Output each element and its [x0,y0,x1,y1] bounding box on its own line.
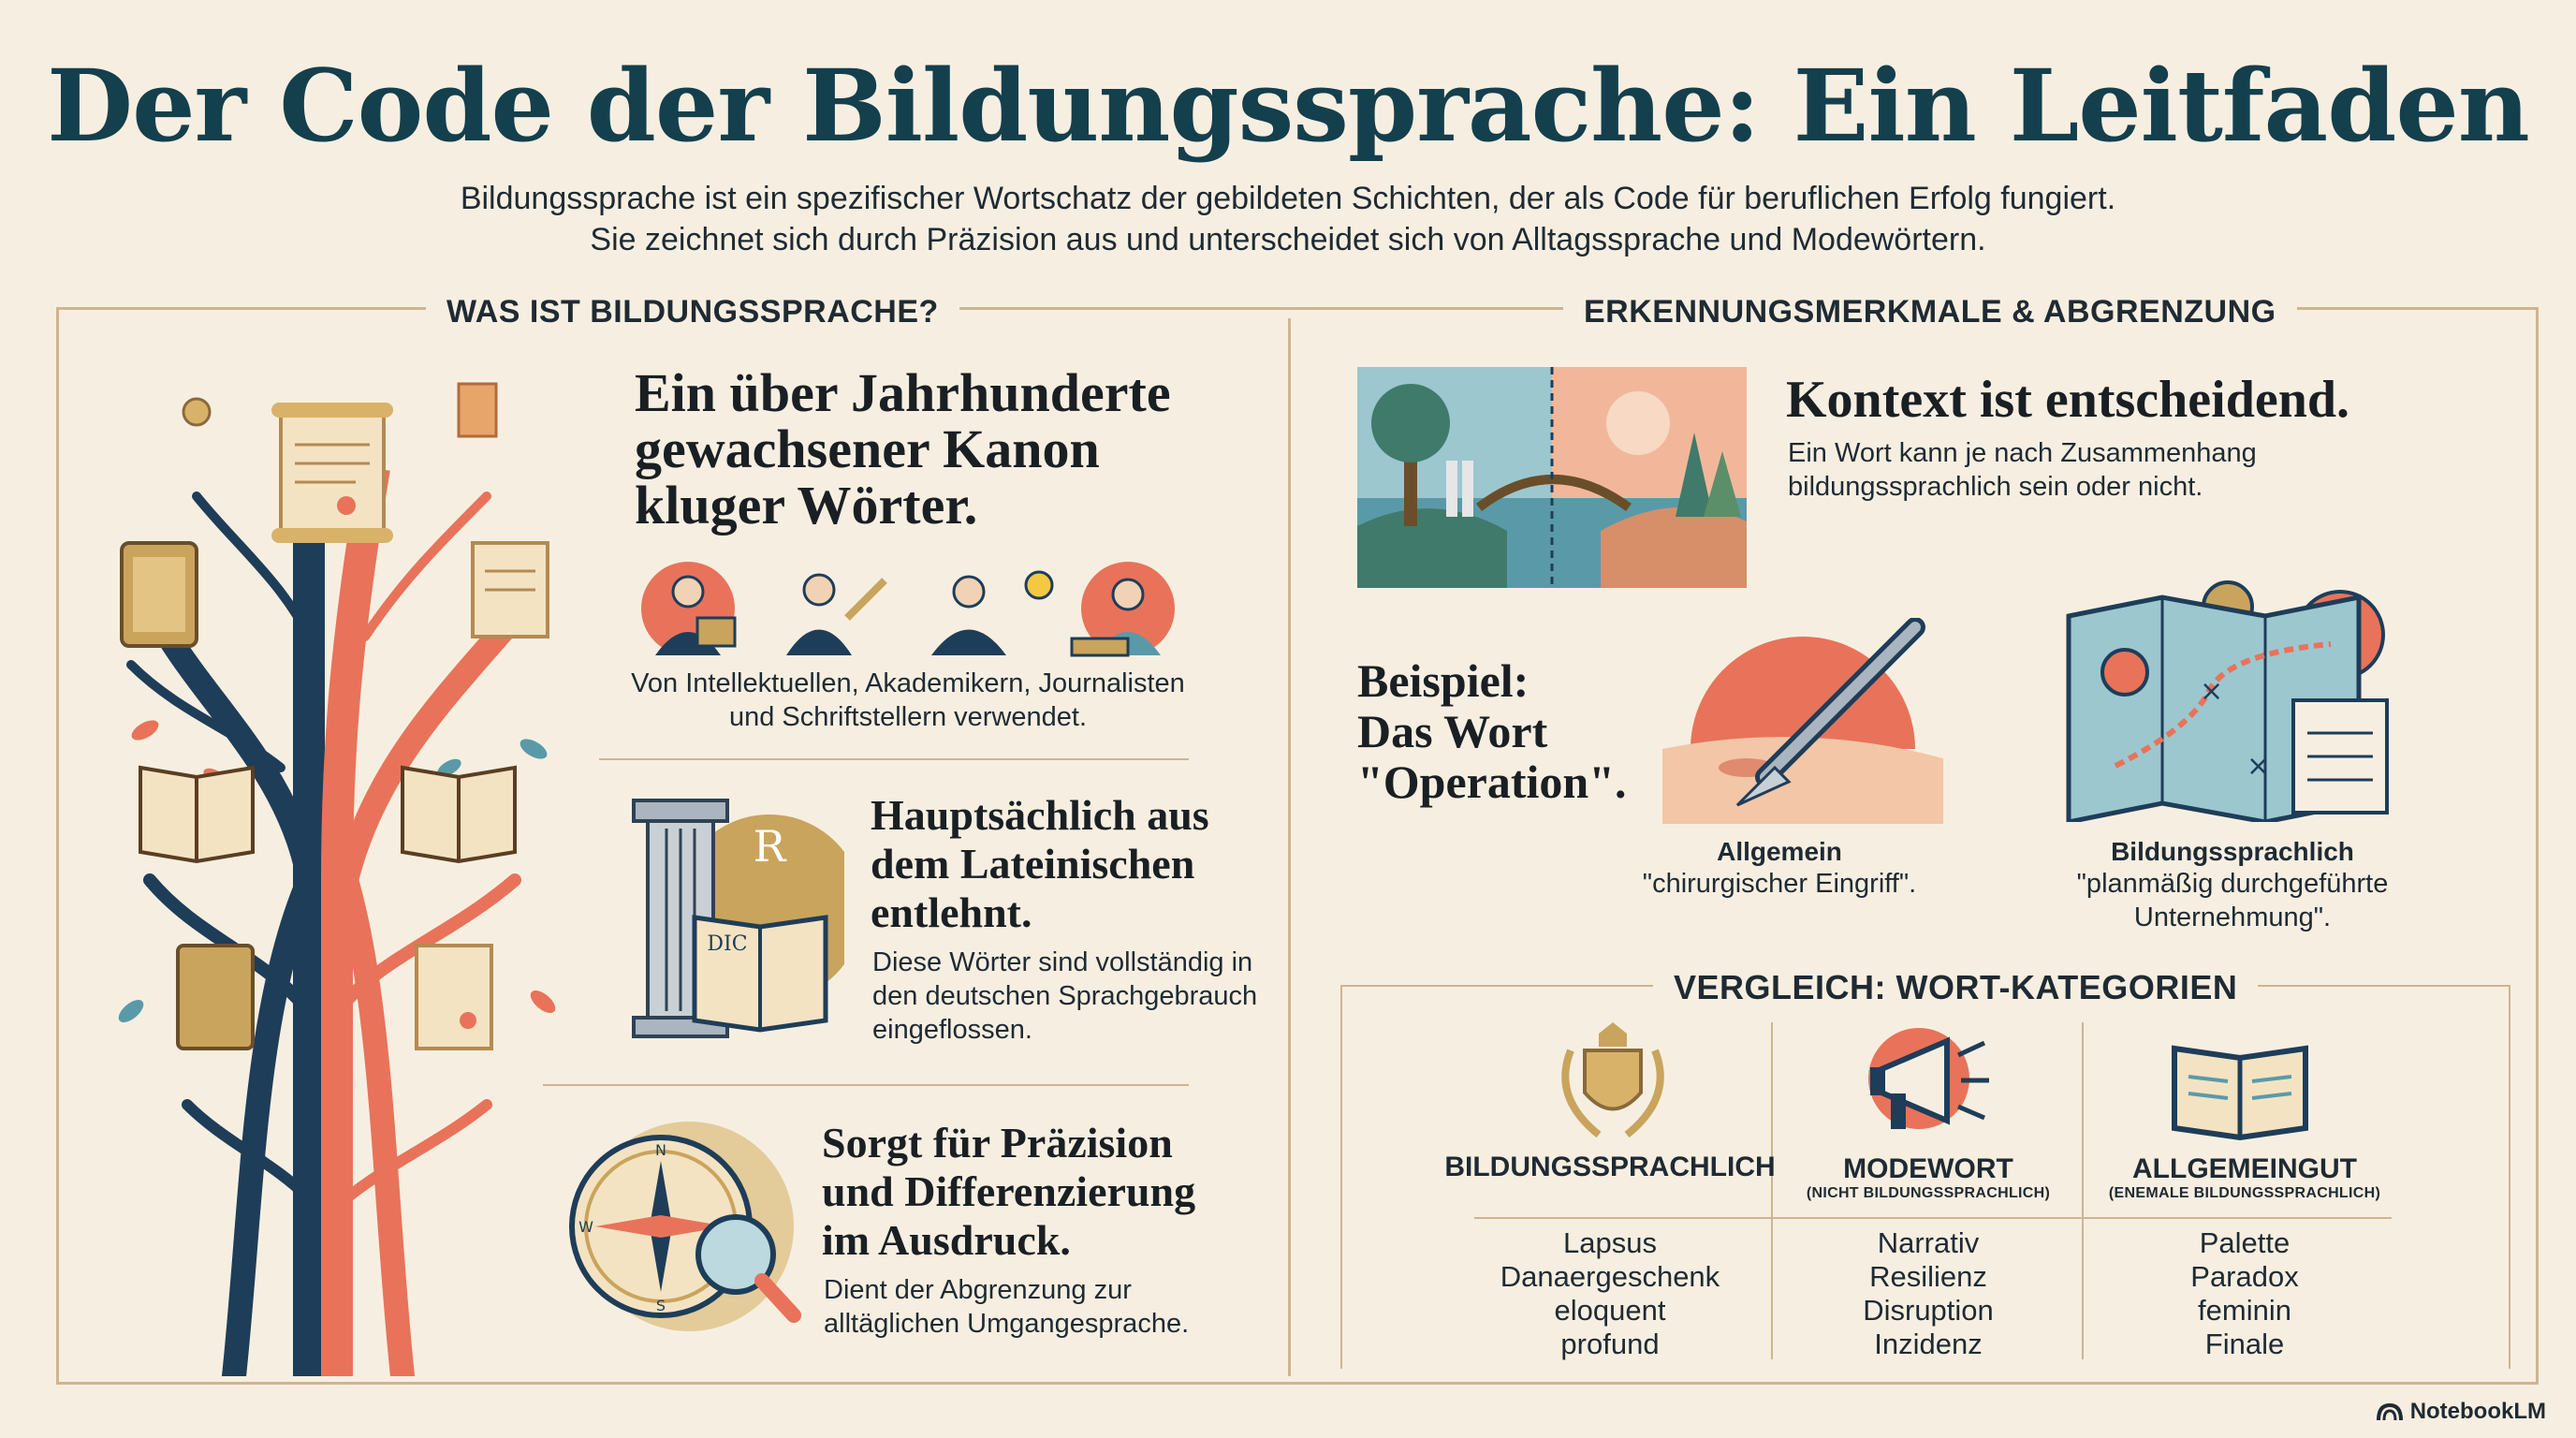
example-label-line: Das Wort [1357,705,1548,757]
category-column [2086,1153,2404,1202]
connector-line [543,1084,1189,1086]
section-divider [1288,318,1291,1376]
category-title: BILDUNGSSPRACHLICH [1444,1152,1776,1182]
block2-body [872,946,1257,1047]
subtitle-line: Sie zeichnet sich durch Präzision aus und unterscheidet sich von Alltagssprache und Modewörtern. [590,222,1986,257]
category-word: profund [1560,1328,1660,1360]
compass-magnifier-illustration [558,1114,801,1339]
svg-text:×: × [2247,750,2271,783]
tree-illustration [94,356,580,1376]
dictionary-label: DIC [707,932,748,956]
category-subtitle: (ENEMALE BILDUNGSSPRACHLICH) [2108,1185,2381,1201]
scalpel-illustration [1662,618,1943,824]
category-word: Lapsus [1563,1226,1657,1259]
context-body [1788,436,2257,504]
context-body-line: bildungssprachlich sein oder nicht. [1788,472,2203,502]
frame-line [56,1382,2539,1385]
block2-body-line: eingeflossen. [872,1015,1032,1045]
block3-body [824,1273,1189,1341]
category-column [1774,1153,2083,1202]
example-educated-meaning-line: "planmäßig durchgeführte [2076,869,2389,899]
example-educated-label: Bildungssprachlich [2111,837,2354,866]
comparison-frame [1340,985,1342,1369]
laurel-shield-icon [1543,1022,1683,1144]
example-label [1357,655,1626,807]
latin-letter-icon: R [753,821,786,872]
example-label-line: "Operation". [1357,756,1627,808]
block1-title [635,362,1171,536]
category-word: Disruption [1863,1294,1994,1327]
compass-west-label: W [578,1218,593,1236]
block3-title-line: und Differenzierung [822,1167,1196,1215]
block1-title-line: Ein über Jahrhunderte [635,362,1171,423]
example-educated [2022,837,2443,934]
open-book-icon [2170,1030,2310,1142]
category-subtitle: (NICHT BILDUNGSSPRACHLICH) [1806,1185,2051,1201]
latin-dictionary-illustration [629,796,844,1039]
brand-badge [2377,1399,2546,1425]
category-word-list [2086,1226,2404,1361]
block1-title-line: gewachsener Kanon [635,418,1100,479]
page-subtitle [0,178,2576,260]
strategy-map-illustration [2059,579,2396,822]
scholars-illustration [632,552,1193,660]
block2-title-line: dem Lateinischen [871,840,1195,888]
page-title: Der Code der Bildungssprache: Ein Leitfaden [47,47,2529,164]
category-word: Narrativ [1877,1226,1980,1259]
block2-body-line: den deutschen Sprachgebrauch [872,981,1258,1011]
block2-body-line: Diese Wörter sind vollständig in [872,947,1253,977]
example-general [1569,837,1990,901]
category-word: eloquent [1554,1294,1666,1327]
block3-title [822,1119,1195,1265]
brand-name: NotebookLM [2409,1399,2546,1424]
block3-body-line: alltäglichen Umgangesprache. [824,1309,1190,1339]
block3-title-line: im Ausdruck. [822,1216,1071,1264]
section-heading-left: WAS IST BILDUNGSSPRACHE? [426,294,959,330]
compass-north-label: N [655,1141,666,1159]
block1-title-line: kluger Wörter. [635,475,978,536]
context-title: Kontext ist entscheidend. [1786,371,2349,429]
comparison-header-rule [1474,1217,2392,1219]
category-word: Palette [2199,1226,2291,1259]
category-word: Resilienz [1869,1260,1987,1293]
example-educated-meaning [2022,867,2443,934]
category-column [1442,1152,1778,1183]
megaphone-icon [1853,1022,1994,1144]
landscape-bridge-illustration [1357,367,1747,588]
category-word: Paradox [2190,1260,2299,1293]
notebooklm-logo-icon [2377,1401,2403,1422]
block3-body-line: Dient der Abgrenzung zur [824,1275,1132,1305]
block1-caption [618,667,1198,734]
block2-title-line: Hauptsächlich aus [871,791,1209,839]
frame-line [56,307,59,1384]
example-general-meaning: "chirurgischer Eingriff". [1642,869,1917,899]
frame-line [2536,307,2539,1384]
example-label-line: Beispiel: [1357,654,1530,707]
category-title: MODEWORT [1843,1153,2013,1184]
category-word-list [1774,1226,2083,1361]
example-educated-meaning-line: Unternehmung". [2133,902,2332,932]
category-word-list [1442,1226,1778,1361]
category-word: Inzidenz [1874,1328,1983,1360]
context-body-line: Ein Wort kann je nach Zusammenhang [1788,438,2257,468]
block1-caption-line: Von Intellektuellen, Akademikern, Journalisten [631,668,1185,698]
connector-line [599,758,1189,760]
block3-title-line: Sorgt für Präzision [822,1119,1173,1167]
comparison-frame [2509,985,2510,1369]
subtitle-line: Bildungssprache ist ein spezifischer Wortschatz der gebildeten Schichten, der als Code für beruflichen Erfolg fungiert. [460,181,2116,216]
block2-title [871,791,1209,937]
block1-caption-line: und Schriftstellern verwendet. [728,702,1088,732]
example-general-label: Allgemein [1717,837,1842,866]
category-word: Danaergeschenk [1500,1260,1720,1293]
category-title: ALLGEMEINGUT [2132,1153,2357,1184]
block2-title-line: entlehnt. [871,888,1032,936]
category-word: feminin [2198,1294,2291,1327]
compass-south-label: S [655,1297,666,1314]
category-word: Finale [2204,1328,2285,1360]
svg-text:×: × [2200,675,2224,708]
comparison-heading: VERGLEICH: WORT-KATEGORIEN [1653,968,2258,1007]
section-heading-right: ERKENNUNGSMERKMALE & ABGRENZUNG [1563,294,2297,330]
